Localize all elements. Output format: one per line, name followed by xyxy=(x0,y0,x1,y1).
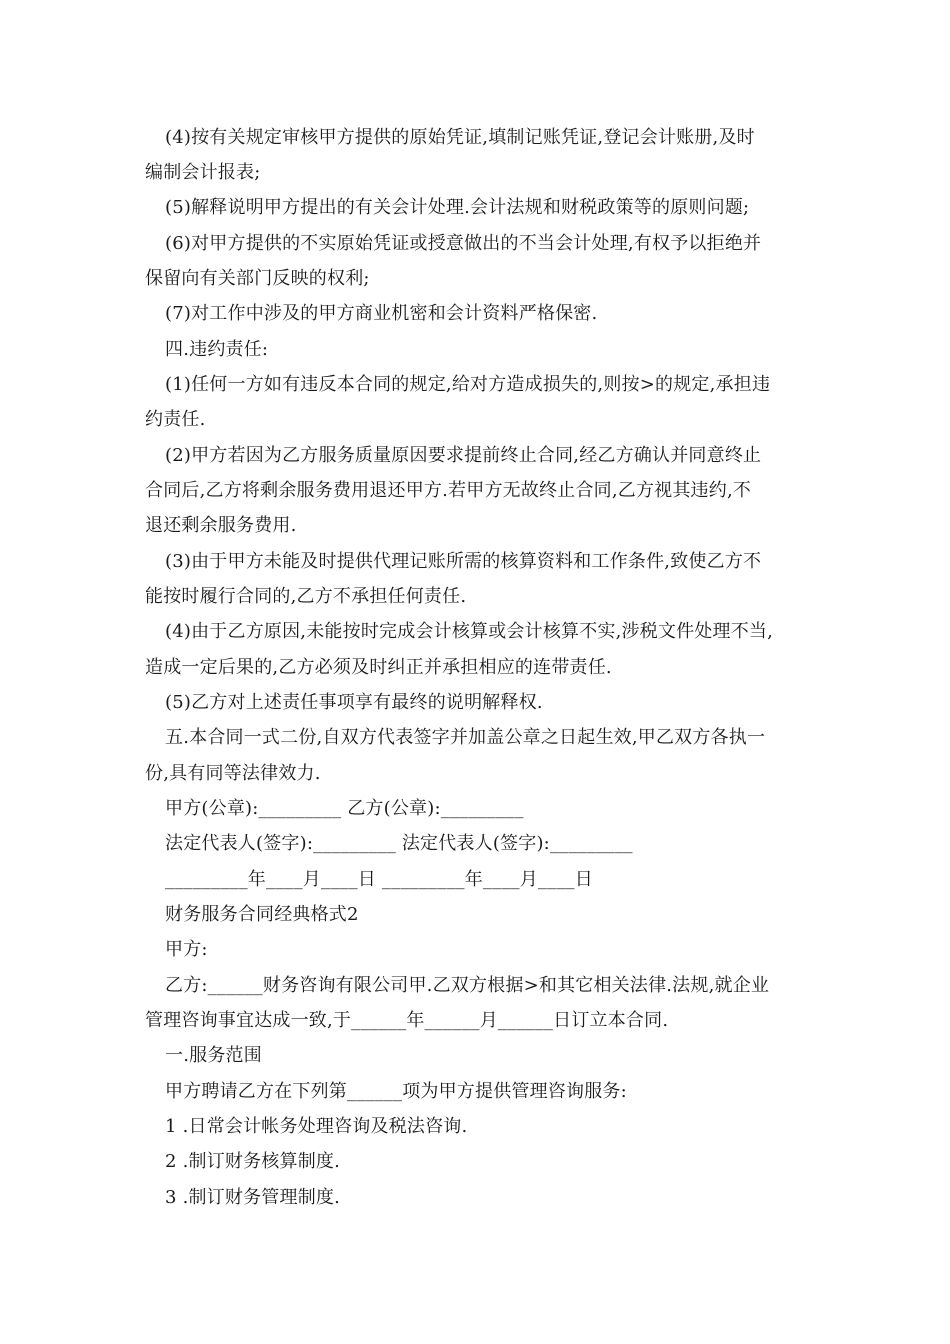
text-line: 管理咨询事宜达成一致,于______年______月______日订立本合同. xyxy=(145,1010,669,1031)
text-line: 约责任. xyxy=(145,409,206,430)
text-line: 保留向有关部门反映的权利; xyxy=(145,268,370,289)
text-line: (3)由于甲方未能及时提供代理记账所需的核算资料和工作条件,致使乙方不 xyxy=(165,551,762,572)
text-line: 甲方聘请乙方在下列第______项为甲方提供管理咨询服务: xyxy=(165,1081,627,1102)
list-item: 3 .制订财务管理制度. xyxy=(165,1187,341,1208)
text-line: (1)任何一方如有违反本合同的规定,给对方造成损失的,则按>的规定,承担违 xyxy=(165,374,771,395)
date-line: _________年____月____日 _________年____月____日 xyxy=(165,869,593,890)
text-line: 造成一定后果的,乙方必须及时纠正并承担相应的连带责任. xyxy=(145,657,612,678)
signature-line: 法定代表人(签字):_________ 法定代表人(签字):_________ xyxy=(165,833,633,854)
section-heading: 一.服务范围 xyxy=(165,1045,262,1066)
text-line: (5)乙方对上述责任事项享有最终的说明解释权. xyxy=(165,692,543,713)
text-line: 合同后,乙方将剩余服务费用退还甲方.若甲方无故终止合同,乙方视其违约,不 xyxy=(145,480,752,501)
text-line: (5)解释说明甲方提出的有关会计处理.会计法规和财税政策等的原则问题; xyxy=(165,197,750,218)
signature-line: 甲方(公章):_________ 乙方(公章):_________ xyxy=(165,798,524,819)
document-title: 财务服务合同经典格式2 xyxy=(165,904,359,925)
party-b-line: 乙方:______财务咨询有限公司甲.乙双方根据>和其它相关法律.法规,就企业 xyxy=(165,975,770,996)
text-line: (2)甲方若因为乙方服务质量原因要求提前终止合同,经乙方确认并同意终止 xyxy=(165,445,762,466)
text-line: (4)由于乙方原因,未能按时完成会计核算或会计核算不实,涉税文件处理不当, xyxy=(165,621,774,642)
list-item: 1 .日常会计帐务处理咨询及税法咨询. xyxy=(165,1116,468,1137)
text-line: 编制会计报表; xyxy=(145,162,261,183)
text-line: 能按时履行合同的,乙方不承担任何责任. xyxy=(145,586,467,607)
text-line: (6)对甲方提供的不实原始凭证或授意做出的不当会计处理,有权予以拒绝并 xyxy=(165,233,762,254)
text-line: 退还剩余服务费用. xyxy=(145,515,297,536)
text-line: (7)对工作中涉及的甲方商业机密和会计资料严格保密. xyxy=(165,303,598,324)
text-line: (4)按有关规定审核甲方提供的原始凭证,填制记账凭证,登记会计账册,及时 xyxy=(165,127,755,148)
section-heading: 四.违约责任: xyxy=(165,339,269,360)
text-line: 份,具有同等法律效力. xyxy=(145,763,321,784)
list-item: 2 .制订财务核算制度. xyxy=(165,1151,341,1172)
section-heading: 五.本合同一式二份,自双方代表签字并加盖公章之日起生效,甲乙双方各执一 xyxy=(165,727,766,748)
party-a-line: 甲方: xyxy=(165,939,208,960)
